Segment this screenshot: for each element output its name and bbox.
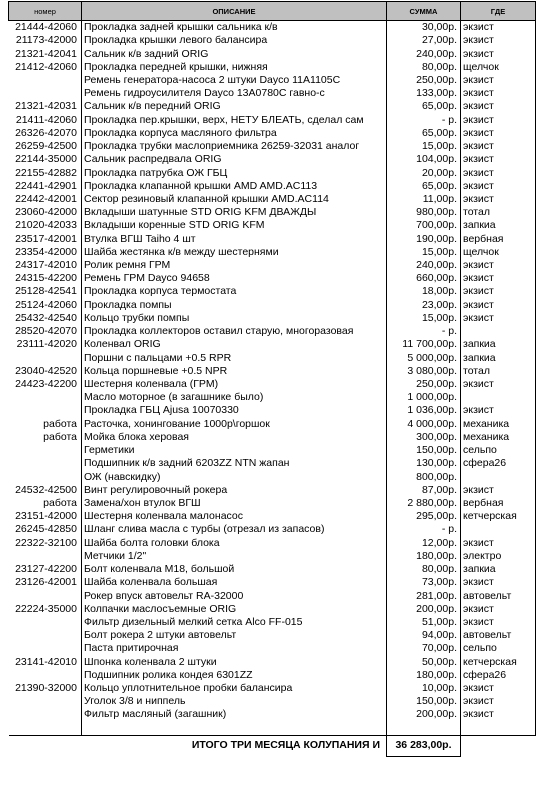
table-row <box>9 127 536 140</box>
row-description: Болт рокера 2 штуки автовельт <box>82 629 387 642</box>
blank-cell <box>9 722 82 736</box>
row-number: 21321-42031 <box>9 100 82 113</box>
row-sum: 3 080,00р. <box>387 365 461 378</box>
row-sum: 10,00р. <box>387 682 461 695</box>
row-description: Прокладка патрубка ОЖ ГБЦ <box>82 166 387 179</box>
row-number: 25124-42060 <box>9 299 82 312</box>
row-description: Поршни с пальцами +0.5 RPR <box>82 351 387 364</box>
row-sum: - р. <box>387 114 461 127</box>
row-where: экзист <box>461 616 536 629</box>
row-where: экзист <box>461 153 536 166</box>
row-sum: - р. <box>387 325 461 338</box>
row-where: запкиа <box>461 563 536 576</box>
table-row <box>9 708 536 721</box>
row-description: Болт коленвала M18, большой <box>82 563 387 576</box>
row-sum: 11,00р. <box>387 193 461 206</box>
row-number <box>9 708 82 721</box>
row-where: тотал <box>461 365 536 378</box>
row-where: запкиа <box>461 219 536 232</box>
row-description: Ремень ГРМ Dayco 94658 <box>82 272 387 285</box>
row-description: Шпонка коленвала 2 штуки <box>82 656 387 669</box>
row-number: 25432-42540 <box>9 312 82 325</box>
row-where: экзист <box>461 708 536 721</box>
row-number: 23060-42000 <box>9 206 82 219</box>
row-where: экзист <box>461 576 536 589</box>
row-where: сфера26 <box>461 457 536 470</box>
row-description: Коленвал ORIG <box>82 338 387 351</box>
row-description: Шайба жестянка к/в между шестернями <box>82 246 387 259</box>
row-description: Прокладка коллекторов оставил старую, многоразовая <box>82 325 387 338</box>
table-row <box>9 87 536 100</box>
row-where: экзист <box>461 272 536 285</box>
row-where: экзист <box>461 34 536 47</box>
expenses-table <box>8 1 536 757</box>
row-where: экзист <box>461 100 536 113</box>
row-sum: 11 700,00р. <box>387 338 461 351</box>
table-row <box>9 682 536 695</box>
table-row <box>9 563 536 576</box>
row-description: Фильтр дизельный мелкий сетка Alco FF-015 <box>82 616 387 629</box>
header-sum: СУММА <box>387 2 461 21</box>
total-spacer-right <box>461 735 536 756</box>
table-row <box>9 325 536 338</box>
table-row <box>9 656 536 669</box>
row-sum: 27,00р. <box>387 34 461 47</box>
row-sum: 20,00р. <box>387 166 461 179</box>
row-sum: 133,00р. <box>387 87 461 100</box>
row-description: Подшипник ролика кондея 6301ZZ <box>82 669 387 682</box>
row-number: 25128-42541 <box>9 285 82 298</box>
row-description: Прокладка клапанной крышки AMD AMD.AC113 <box>82 180 387 193</box>
table-row <box>9 219 536 232</box>
row-number <box>9 351 82 364</box>
row-where: экзист <box>461 537 536 550</box>
table-row <box>9 246 536 259</box>
row-description: Масло моторное (в загашнике было) <box>82 391 387 404</box>
row-where <box>461 391 536 404</box>
row-sum: 15,00р. <box>387 140 461 153</box>
row-number: 24532-42500 <box>9 484 82 497</box>
row-where: экзист <box>461 259 536 272</box>
row-description: Кольцо уплотнительное пробки балансира <box>82 682 387 695</box>
row-sum: 51,00р. <box>387 616 461 629</box>
blank-cell <box>387 722 461 736</box>
table-row <box>9 114 536 127</box>
header-description: ОПИСАНИЕ <box>82 2 387 21</box>
row-sum: 295,00р. <box>387 510 461 523</box>
row-where: сельпо <box>461 444 536 457</box>
row-number <box>9 589 82 602</box>
table-row <box>9 206 536 219</box>
row-where: щелчок <box>461 246 536 259</box>
row-description: Фильтр масляный (загашник) <box>82 708 387 721</box>
row-number: 21020-42033 <box>9 219 82 232</box>
row-where: экзист <box>461 312 536 325</box>
table-row <box>9 166 536 179</box>
row-where: экзист <box>461 193 536 206</box>
row-number <box>9 550 82 563</box>
row-sum: - р. <box>387 523 461 536</box>
row-number: 22441-42901 <box>9 180 82 193</box>
row-where: автовельт <box>461 589 536 602</box>
row-sum: 2 880,00р. <box>387 497 461 510</box>
row-where: тотал <box>461 206 536 219</box>
row-where: экзист <box>461 114 536 127</box>
row-sum: 240,00р. <box>387 47 461 60</box>
table-row <box>9 74 536 87</box>
row-where: кетчерская <box>461 510 536 523</box>
row-description: Прокладка задней крышки сальника к/в <box>82 21 387 35</box>
row-number: 23126-42001 <box>9 576 82 589</box>
row-where: экзист <box>461 404 536 417</box>
row-number: 23151-42000 <box>9 510 82 523</box>
row-description: Шестерня коленвала (ГРМ) <box>82 378 387 391</box>
row-sum: 130,00р. <box>387 457 461 470</box>
row-sum: 200,00р. <box>387 603 461 616</box>
table-row <box>9 418 536 431</box>
table-row <box>9 510 536 523</box>
row-where: экзист <box>461 47 536 60</box>
row-sum: 30,00р. <box>387 21 461 35</box>
row-where: экзист <box>461 180 536 193</box>
row-number <box>9 695 82 708</box>
total-row <box>9 735 536 756</box>
row-description: Шайба коленвала большая <box>82 576 387 589</box>
table-row <box>9 285 536 298</box>
row-number: 21412-42060 <box>9 61 82 74</box>
row-where: сфера26 <box>461 669 536 682</box>
table-row <box>9 180 536 193</box>
row-where: кетчерская <box>461 656 536 669</box>
blank-cell <box>82 722 387 736</box>
row-number: 21411-42060 <box>9 114 82 127</box>
table-row <box>9 431 536 444</box>
table-row <box>9 603 536 616</box>
table-row <box>9 629 536 642</box>
row-sum: 104,00р. <box>387 153 461 166</box>
table-row <box>9 523 536 536</box>
row-number: 21173-42000 <box>9 34 82 47</box>
table-row <box>9 140 536 153</box>
row-sum: 15,00р. <box>387 312 461 325</box>
row-sum: 240,00р. <box>387 259 461 272</box>
row-sum: 180,00р. <box>387 550 461 563</box>
row-where: экзист <box>461 87 536 100</box>
table-row <box>9 338 536 351</box>
table-row <box>9 497 536 510</box>
row-description: Уголок 3/8 и ниппель <box>82 695 387 708</box>
row-description: Кольцо трубки помпы <box>82 312 387 325</box>
row-sum: 660,00р. <box>387 272 461 285</box>
row-number: 21444-42060 <box>9 21 82 35</box>
row-description: Прокладка трубки маслоприемника 26259-32031 аналог <box>82 140 387 153</box>
row-number: 22442-42001 <box>9 193 82 206</box>
row-where: вербная <box>461 497 536 510</box>
row-description: Расточка, хонингование 1000р\горшок <box>82 418 387 431</box>
row-description: Сектор резиновый клапанной крышки AMD.AC114 <box>82 193 387 206</box>
row-description: Прокладка корпуса термостата <box>82 285 387 298</box>
row-sum: 65,00р. <box>387 100 461 113</box>
row-where <box>461 325 536 338</box>
row-number: работа <box>9 497 82 510</box>
row-description: Прокладка передней крышки, нижняя <box>82 61 387 74</box>
row-where: экзист <box>461 695 536 708</box>
row-number <box>9 391 82 404</box>
table-row <box>9 312 536 325</box>
row-where: экзист <box>461 682 536 695</box>
row-description: Колпачки маслосъемные ORIG <box>82 603 387 616</box>
row-sum: 18,00р. <box>387 285 461 298</box>
table-row <box>9 391 536 404</box>
table-row <box>9 550 536 563</box>
row-description: Прокладка ГБЦ Ajusa 10070330 <box>82 404 387 417</box>
table-row <box>9 537 536 550</box>
row-description: Шайба болта головки блока <box>82 537 387 550</box>
row-where: экзист <box>461 127 536 140</box>
table-row <box>9 576 536 589</box>
row-description: Прокладка пер.крышки, верх, НЕТУ БЛЕАТЬ, сделал сам <box>82 114 387 127</box>
row-number <box>9 404 82 417</box>
row-number <box>9 669 82 682</box>
row-where: экзист <box>461 21 536 35</box>
table-row <box>9 695 536 708</box>
row-description: Паста притирочная <box>82 642 387 655</box>
row-number: 22144-35000 <box>9 153 82 166</box>
row-sum: 50,00р. <box>387 656 461 669</box>
row-number: работа <box>9 418 82 431</box>
table-row <box>9 21 536 35</box>
row-where: электро <box>461 550 536 563</box>
row-description: Сальник к/в передний ORIG <box>82 100 387 113</box>
row-description: Винт регулировочный рокера <box>82 484 387 497</box>
row-sum: 250,00р. <box>387 74 461 87</box>
table-row <box>9 589 536 602</box>
row-description: Сальник распредвала ORIG <box>82 153 387 166</box>
table-row <box>9 351 536 364</box>
row-where: механика <box>461 418 536 431</box>
row-number: 24317-42010 <box>9 259 82 272</box>
row-description: Ролик ремня ГРМ <box>82 259 387 272</box>
row-where: экзист <box>461 140 536 153</box>
header-row <box>9 2 536 21</box>
row-number: 26259-42500 <box>9 140 82 153</box>
table-row <box>9 100 536 113</box>
row-sum: 190,00р. <box>387 233 461 246</box>
row-number: 22224-35000 <box>9 603 82 616</box>
row-number <box>9 470 82 483</box>
row-description: Рокер впуск автовельт RA-32000 <box>82 589 387 602</box>
row-number: 28520-42070 <box>9 325 82 338</box>
row-description: Сальник к/в задний ORIG <box>82 47 387 60</box>
row-description: Прокладка крышки левого балансира <box>82 34 387 47</box>
table-row <box>9 153 536 166</box>
row-description: Вкладыши шатунные STD ORIG KFM ДВАЖДЫ <box>82 206 387 219</box>
row-description: Вкладыши коренные STD ORIG KFM <box>82 219 387 232</box>
row-number: 26326-42070 <box>9 127 82 140</box>
row-where <box>461 523 536 536</box>
row-number: 21390-32000 <box>9 682 82 695</box>
total-spacer <box>9 735 82 756</box>
row-number: 24423-42200 <box>9 378 82 391</box>
blank-cell <box>461 722 536 736</box>
row-number: работа <box>9 431 82 444</box>
row-number: 21321-42041 <box>9 47 82 60</box>
row-where: запкиа <box>461 338 536 351</box>
row-where: экзист <box>461 299 536 312</box>
row-sum: 250,00р. <box>387 378 461 391</box>
row-where: экзист <box>461 74 536 87</box>
row-where: механика <box>461 431 536 444</box>
row-description: Прокладка помпы <box>82 299 387 312</box>
table-row <box>9 669 536 682</box>
row-sum: 23,00р. <box>387 299 461 312</box>
row-where: сельпо <box>461 642 536 655</box>
table-row <box>9 299 536 312</box>
row-description: Подшипник к/в задний 6203ZZ NTN жапан <box>82 457 387 470</box>
row-sum: 87,00р. <box>387 484 461 497</box>
row-description: Ремень гидроусилителя Dayco 13A0780C гавно-с <box>82 87 387 100</box>
table-row <box>9 484 536 497</box>
header-where: ГДЕ <box>461 2 536 21</box>
row-sum: 150,00р. <box>387 444 461 457</box>
row-description: Ремень генератора-насоса 2 штуки Dayco 11A1105C <box>82 74 387 87</box>
header-number: номер <box>9 2 82 21</box>
row-sum: 80,00р. <box>387 61 461 74</box>
row-description: Мойка блока херовая <box>82 431 387 444</box>
total-label: ИТОГО ТРИ МЕСЯЦА КОЛУПАНИЯ И <box>191 739 380 752</box>
row-sum: 700,00р. <box>387 219 461 232</box>
row-sum: 5 000,00р. <box>387 351 461 364</box>
row-number: 22155-42882 <box>9 166 82 179</box>
table-row <box>9 404 536 417</box>
row-number <box>9 444 82 457</box>
row-number: 23040-42520 <box>9 365 82 378</box>
row-description: Прокладка корпуса масляного фильтра <box>82 127 387 140</box>
row-sum: 80,00р. <box>387 563 461 576</box>
row-description: Герметики <box>82 444 387 457</box>
row-description: Шестерня коленвала малонасос <box>82 510 387 523</box>
row-sum: 15,00р. <box>387 246 461 259</box>
spreadsheet <box>8 1 536 757</box>
row-where: экзист <box>461 378 536 391</box>
table-row <box>9 233 536 246</box>
row-sum: 94,00р. <box>387 629 461 642</box>
row-number: 24315-42200 <box>9 272 82 285</box>
row-description: Замена/хон втулок ВГШ <box>82 497 387 510</box>
total-value: 36 283,00р. <box>387 735 461 756</box>
row-number <box>9 457 82 470</box>
table-row <box>9 34 536 47</box>
row-where: экзист <box>461 484 536 497</box>
table-row <box>9 642 536 655</box>
row-where: запкиа <box>461 351 536 364</box>
row-description: Втулка ВГШ Taiho 4 шт <box>82 233 387 246</box>
row-number: 23127-42200 <box>9 563 82 576</box>
row-description: Шланг слива масла с турбы (отрезал из запасов) <box>82 523 387 536</box>
row-sum: 1 000,00р. <box>387 391 461 404</box>
table-row <box>9 444 536 457</box>
table-row <box>9 470 536 483</box>
table-row <box>9 61 536 74</box>
row-sum: 12,00р. <box>387 537 461 550</box>
row-sum: 281,00р. <box>387 589 461 602</box>
row-number <box>9 74 82 87</box>
row-sum: 4 000,00р. <box>387 418 461 431</box>
row-where: вербная <box>461 233 536 246</box>
row-sum: 73,00р. <box>387 576 461 589</box>
row-number: 23354-42000 <box>9 246 82 259</box>
table-row <box>9 193 536 206</box>
row-where: экзист <box>461 166 536 179</box>
table-row <box>9 378 536 391</box>
table-body <box>9 21 536 736</box>
row-number: 23517-42001 <box>9 233 82 246</box>
row-sum: 65,00р. <box>387 127 461 140</box>
table-row <box>9 47 536 60</box>
row-sum: 980,00р. <box>387 206 461 219</box>
row-number: 26245-42850 <box>9 523 82 536</box>
row-sum: 150,00р. <box>387 695 461 708</box>
row-number: 23111-42020 <box>9 338 82 351</box>
row-number <box>9 616 82 629</box>
row-where: автовельт <box>461 629 536 642</box>
blank-row <box>9 722 536 736</box>
row-sum: 200,00р. <box>387 708 461 721</box>
row-number <box>9 642 82 655</box>
row-number <box>9 87 82 100</box>
table-row <box>9 457 536 470</box>
row-sum: 1 036,00р. <box>387 404 461 417</box>
row-where: экзист <box>461 603 536 616</box>
row-sum: 800,00р. <box>387 470 461 483</box>
row-number: 22322-32100 <box>9 537 82 550</box>
table-row <box>9 616 536 629</box>
table-row <box>9 259 536 272</box>
row-description: Кольца поршневые +0.5 NPR <box>82 365 387 378</box>
table-row <box>9 365 536 378</box>
row-description: ОЖ (навскидку) <box>82 470 387 483</box>
row-number <box>9 629 82 642</box>
row-sum: 300,00р. <box>387 431 461 444</box>
row-number: 23141-42010 <box>9 656 82 669</box>
row-where <box>461 470 536 483</box>
table-row <box>9 272 536 285</box>
row-where: экзист <box>461 285 536 298</box>
row-sum: 180,00р. <box>387 669 461 682</box>
row-sum: 70,00р. <box>387 642 461 655</box>
row-sum: 65,00р. <box>387 180 461 193</box>
row-where: щелчок <box>461 61 536 74</box>
row-description: Метчики 1/2" <box>82 550 387 563</box>
